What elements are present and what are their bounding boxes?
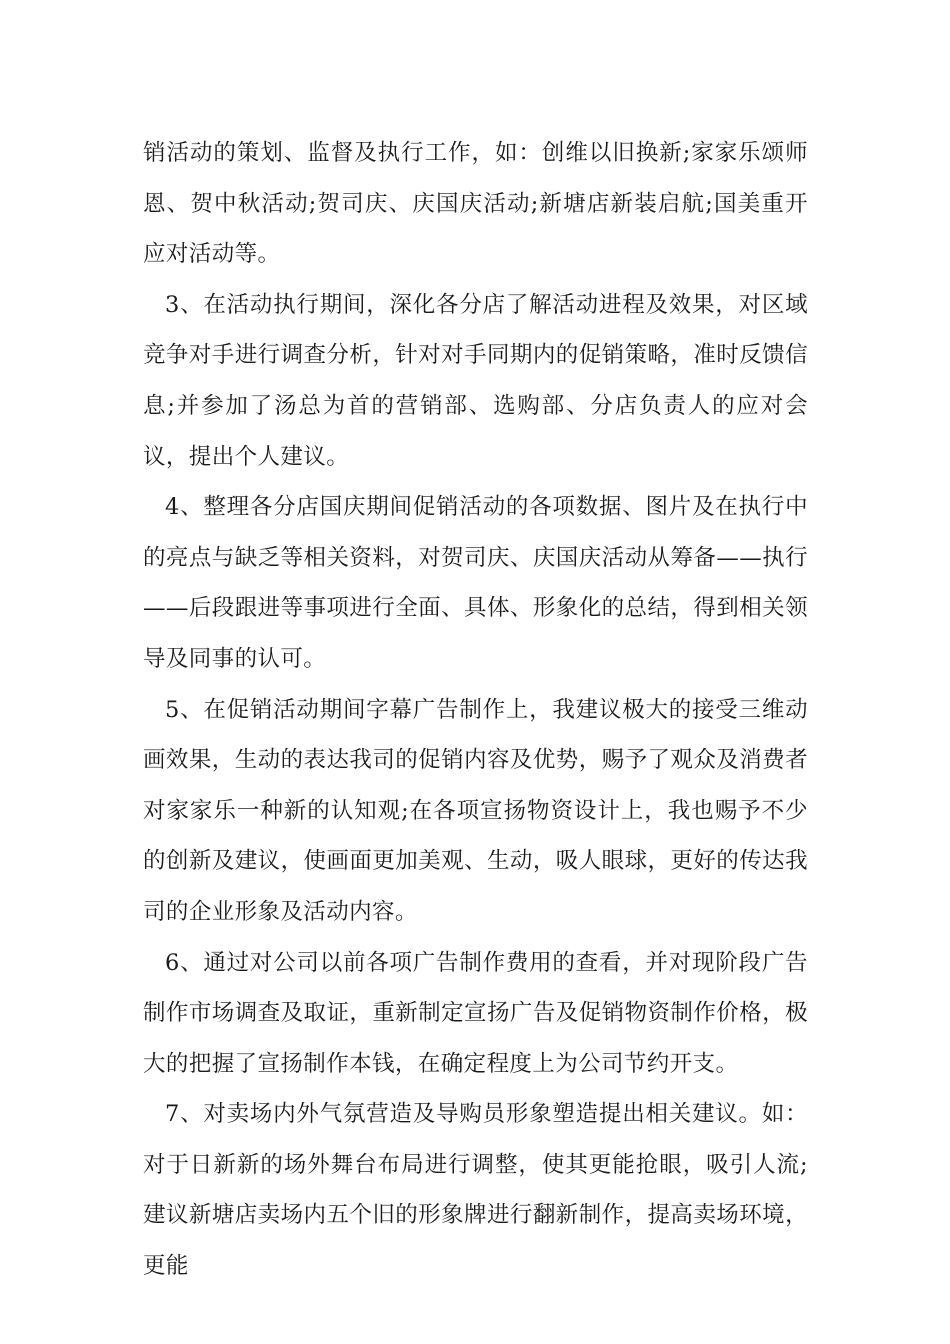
paragraph-item-4: 4、整理各分店国庆期间促销活动的各项数据、图片及在执行中的亮点与缺乏等相关资料，对贺司庆、庆国庆活动从筹备——执行——后段跟进等事项进行全面、具体、形象化的总结，得到相关领导及同事的认可。 [143, 494, 808, 672]
paragraph-item-5: 5、在促销活动期间字幕广告制作上，我建议极大的接受三维动画效果，生动的表达我司的促销内容及优势，赐予了观众及消费者对家家乐一种新的认知观;在各项宣扬物资设计上，我也赐予不少的创新及建议，使画面更加美观、生动，吸人眼球，更好的传达我司的企业形象及活动内容。 [143, 696, 808, 925]
paragraph-item-6: 6、通过对公司以前各项广告制作费用的查看，并对现阶段广告制作市场调查及取证，重新制定宣扬广告及促销物资制作价格，极大的把握了宣扬制作本钱，在确定程度上为公司节约开支。 [143, 949, 808, 1077]
paragraph-continuation: 销活动的策划、监督及执行工作，如：创维以旧换新;家家乐颂师恩、贺中秋活动;贺司庆、庆国庆活动;新塘店新装启航;国美重开应对活动等。 [143, 140, 808, 268]
paragraph-item-7: 7、对卖场内外气氛营造及导购员形象塑造提出相关建议。如：对于日新新的场外舞台布局进行调整，使其更能抢眼，吸引人流;建议新塘店卖场内五个旧的形象牌进行翻新制作，提高卖场环境，更能 [143, 1101, 808, 1280]
document-body [143, 128, 808, 1292]
paragraph-item-3: 3、在活动执行期间，深化各分店了解活动进程及效果，对区域竞争对手进行调查分析，针对对手同期内的促销策略，准时反馈信息;并参加了汤总为首的营销部、选购部、分店负责人的应对会议，提出个人建议。 [143, 291, 808, 470]
